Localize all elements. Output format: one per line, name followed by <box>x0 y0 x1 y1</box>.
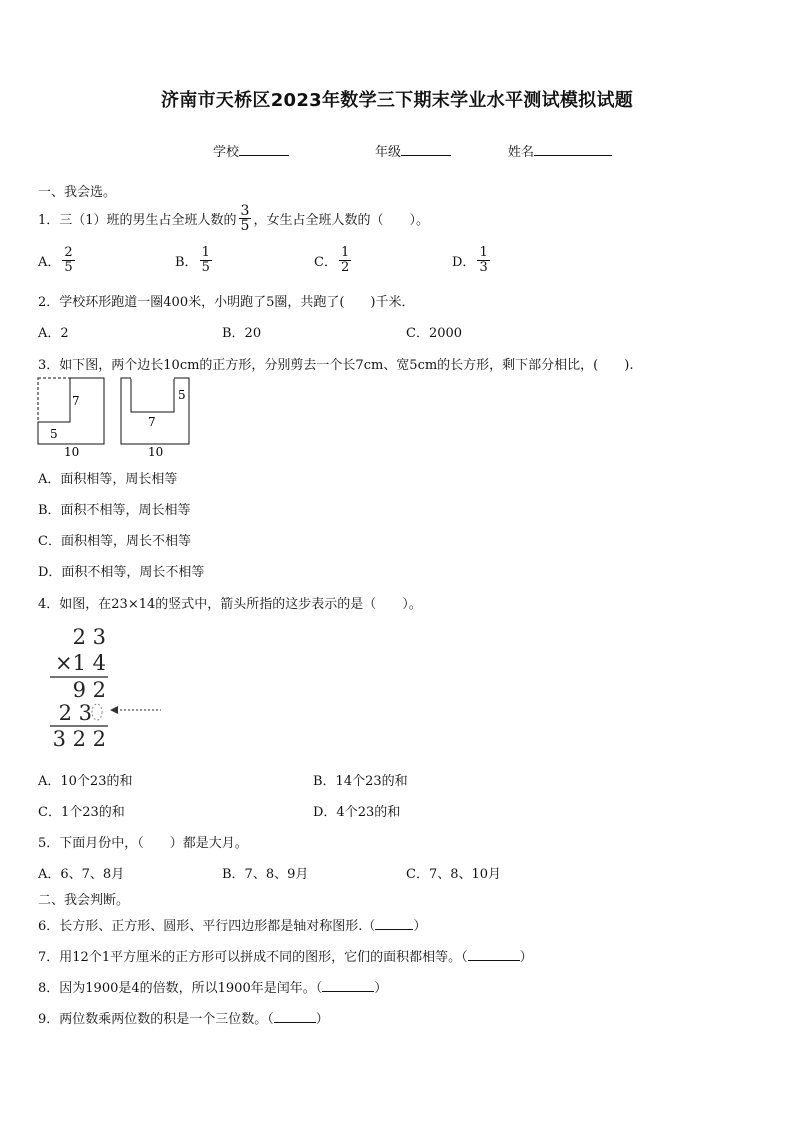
q5-option-b[interactable]: B．7、8、9月 <box>222 867 309 882</box>
right-cut-outline <box>131 378 174 412</box>
grade-blank[interactable] <box>401 142 451 156</box>
right-label-5: 5 <box>178 388 186 402</box>
name-label: 姓名 <box>508 145 535 160</box>
q2-option-c[interactable]: C．2000 <box>406 326 463 341</box>
option-label: A． <box>38 255 61 270</box>
calc-line-product: 3 2 2 <box>52 727 106 751</box>
q9-close-paren: ） <box>315 1012 329 1027</box>
option-fraction <box>62 246 74 275</box>
name-field <box>508 141 612 160</box>
q7-answer-blank[interactable] <box>468 947 520 961</box>
section-heading-judge: 二、我会判断。 <box>38 893 130 908</box>
q7-close-paren: ） <box>519 950 533 965</box>
q1-fraction <box>239 204 252 233</box>
q2-option-a[interactable]: A．2 <box>38 326 69 341</box>
option-label: D． <box>452 255 476 270</box>
right-label-10: 10 <box>148 445 164 459</box>
arrow-left-icon <box>110 706 118 714</box>
q3-option-b[interactable]: B．面积不相等，周长相等 <box>38 503 191 518</box>
q3-option-d[interactable]: D．面积不相等，周长不相等 <box>38 565 205 580</box>
fraction-numerator: 1 <box>340 245 350 260</box>
fraction-denominator: 5 <box>64 260 73 275</box>
q1-option-b[interactable] <box>175 246 214 275</box>
question-7 <box>38 946 533 965</box>
left-label-7: 7 <box>72 394 80 408</box>
fraction-denominator: 3 <box>479 260 488 275</box>
q1-suffix: ，女生占全班人数的（ ）。 <box>253 213 429 228</box>
q6-close-paren: ） <box>413 919 427 934</box>
left-remaining-shape <box>38 378 104 444</box>
page-title: 济南市天桥区2023年数学三下期末学业水平测试模拟试题 <box>160 90 634 111</box>
question-9 <box>38 1008 329 1027</box>
q3-option-a[interactable]: A．面积相等，周长相等 <box>38 472 178 487</box>
q7-text: 7．用12个1平方厘米的正方形可以拼成不同的图形，它们的面积都相等。（ <box>38 950 468 965</box>
q4-option-a[interactable]: A．10个23的和 <box>38 774 133 789</box>
question-1 <box>38 204 429 233</box>
school-blank[interactable] <box>239 142 289 156</box>
cut-squares-diagram <box>36 376 196 460</box>
q3-figure <box>36 376 196 464</box>
q3-option-c[interactable]: C．面积相等，周长不相等 <box>38 534 191 549</box>
q4-option-b[interactable]: B．14个23的和 <box>313 774 408 789</box>
grade-field <box>375 141 451 160</box>
fraction-numerator: 2 <box>64 245 73 260</box>
school-label: 学校 <box>213 145 240 160</box>
calc-line-partial-1: 9 2 <box>72 678 106 702</box>
right-label-7: 7 <box>148 415 156 429</box>
q4-option-d[interactable]: D．4个23的和 <box>313 805 401 820</box>
left-label-5: 5 <box>50 427 58 441</box>
dotted-zero-placeholder <box>92 704 102 720</box>
q8-answer-blank[interactable] <box>322 978 374 992</box>
fraction-denominator: 5 <box>201 260 210 275</box>
q9-text: 9．两位数乘两位数的积是一个三位数。（ <box>38 1012 274 1027</box>
calc-line-partial-2: 2 3 <box>58 701 92 725</box>
option-label: B． <box>175 255 198 270</box>
calc-line-multiplier: ×1 4 <box>55 651 106 675</box>
q1-prefix: 1．三（1）班的男生占全班人数的 <box>38 213 237 228</box>
option-label: C． <box>314 255 337 270</box>
q5-option-c[interactable]: C．7、8、10月 <box>406 867 502 882</box>
q1-option-a[interactable] <box>38 246 77 275</box>
q5-option-a[interactable]: A．6、7、8月 <box>38 867 125 882</box>
multiplication-diagram <box>44 622 169 752</box>
left-label-10: 10 <box>64 445 80 459</box>
fraction-denominator: 2 <box>340 260 350 275</box>
option-fraction <box>339 246 351 275</box>
q4-vertical-multiplication <box>44 622 169 756</box>
left-cut-rect-dashed <box>38 378 70 422</box>
q8-close-paren: ） <box>374 981 388 996</box>
question-2: 2．学校环形跑道一圈400米，小明跑了5圈，共跑了( )千米． <box>38 295 415 310</box>
q1-option-d[interactable] <box>452 246 492 275</box>
q1-option-c[interactable] <box>314 246 353 275</box>
grade-label: 年级 <box>375 145 402 160</box>
question-5: 5．下面月份中，（ ）都是大月。 <box>38 836 248 851</box>
option-fraction <box>200 246 212 275</box>
section-heading-choice: 一、我会选。 <box>38 185 117 200</box>
fraction-numerator: 1 <box>479 245 488 260</box>
q6-text: 6．长方形、正方形、圆形、平行四边形都是轴对称图形.（ <box>38 919 376 934</box>
q2-option-b[interactable]: B．20 <box>222 326 262 341</box>
fraction-numerator: 1 <box>201 245 210 260</box>
question-3: 3．如下图，两个边长10cm的正方形，分别剪去一个长7cm、宽5cm的长方形，剩下部分相比，( ). <box>38 358 634 373</box>
question-8 <box>38 977 387 996</box>
fraction-denominator: 5 <box>240 218 250 234</box>
fraction-numerator: 3 <box>240 203 250 219</box>
q4-option-c[interactable]: C．1个23的和 <box>38 805 125 820</box>
question-4: 4．如图，在23×14的竖式中，箭头所指的这步表示的是（ ）。 <box>38 597 422 612</box>
school-field <box>213 141 289 160</box>
q9-answer-blank[interactable] <box>274 1009 316 1023</box>
name-blank[interactable] <box>534 142 612 156</box>
calc-line-multiplicand: 2 3 <box>72 625 106 649</box>
q8-text: 8．因为1900是4的倍数，所以1900年是闰年。（ <box>38 981 323 996</box>
q6-answer-blank[interactable] <box>375 916 413 930</box>
question-6 <box>38 915 426 934</box>
option-fraction <box>477 246 489 275</box>
